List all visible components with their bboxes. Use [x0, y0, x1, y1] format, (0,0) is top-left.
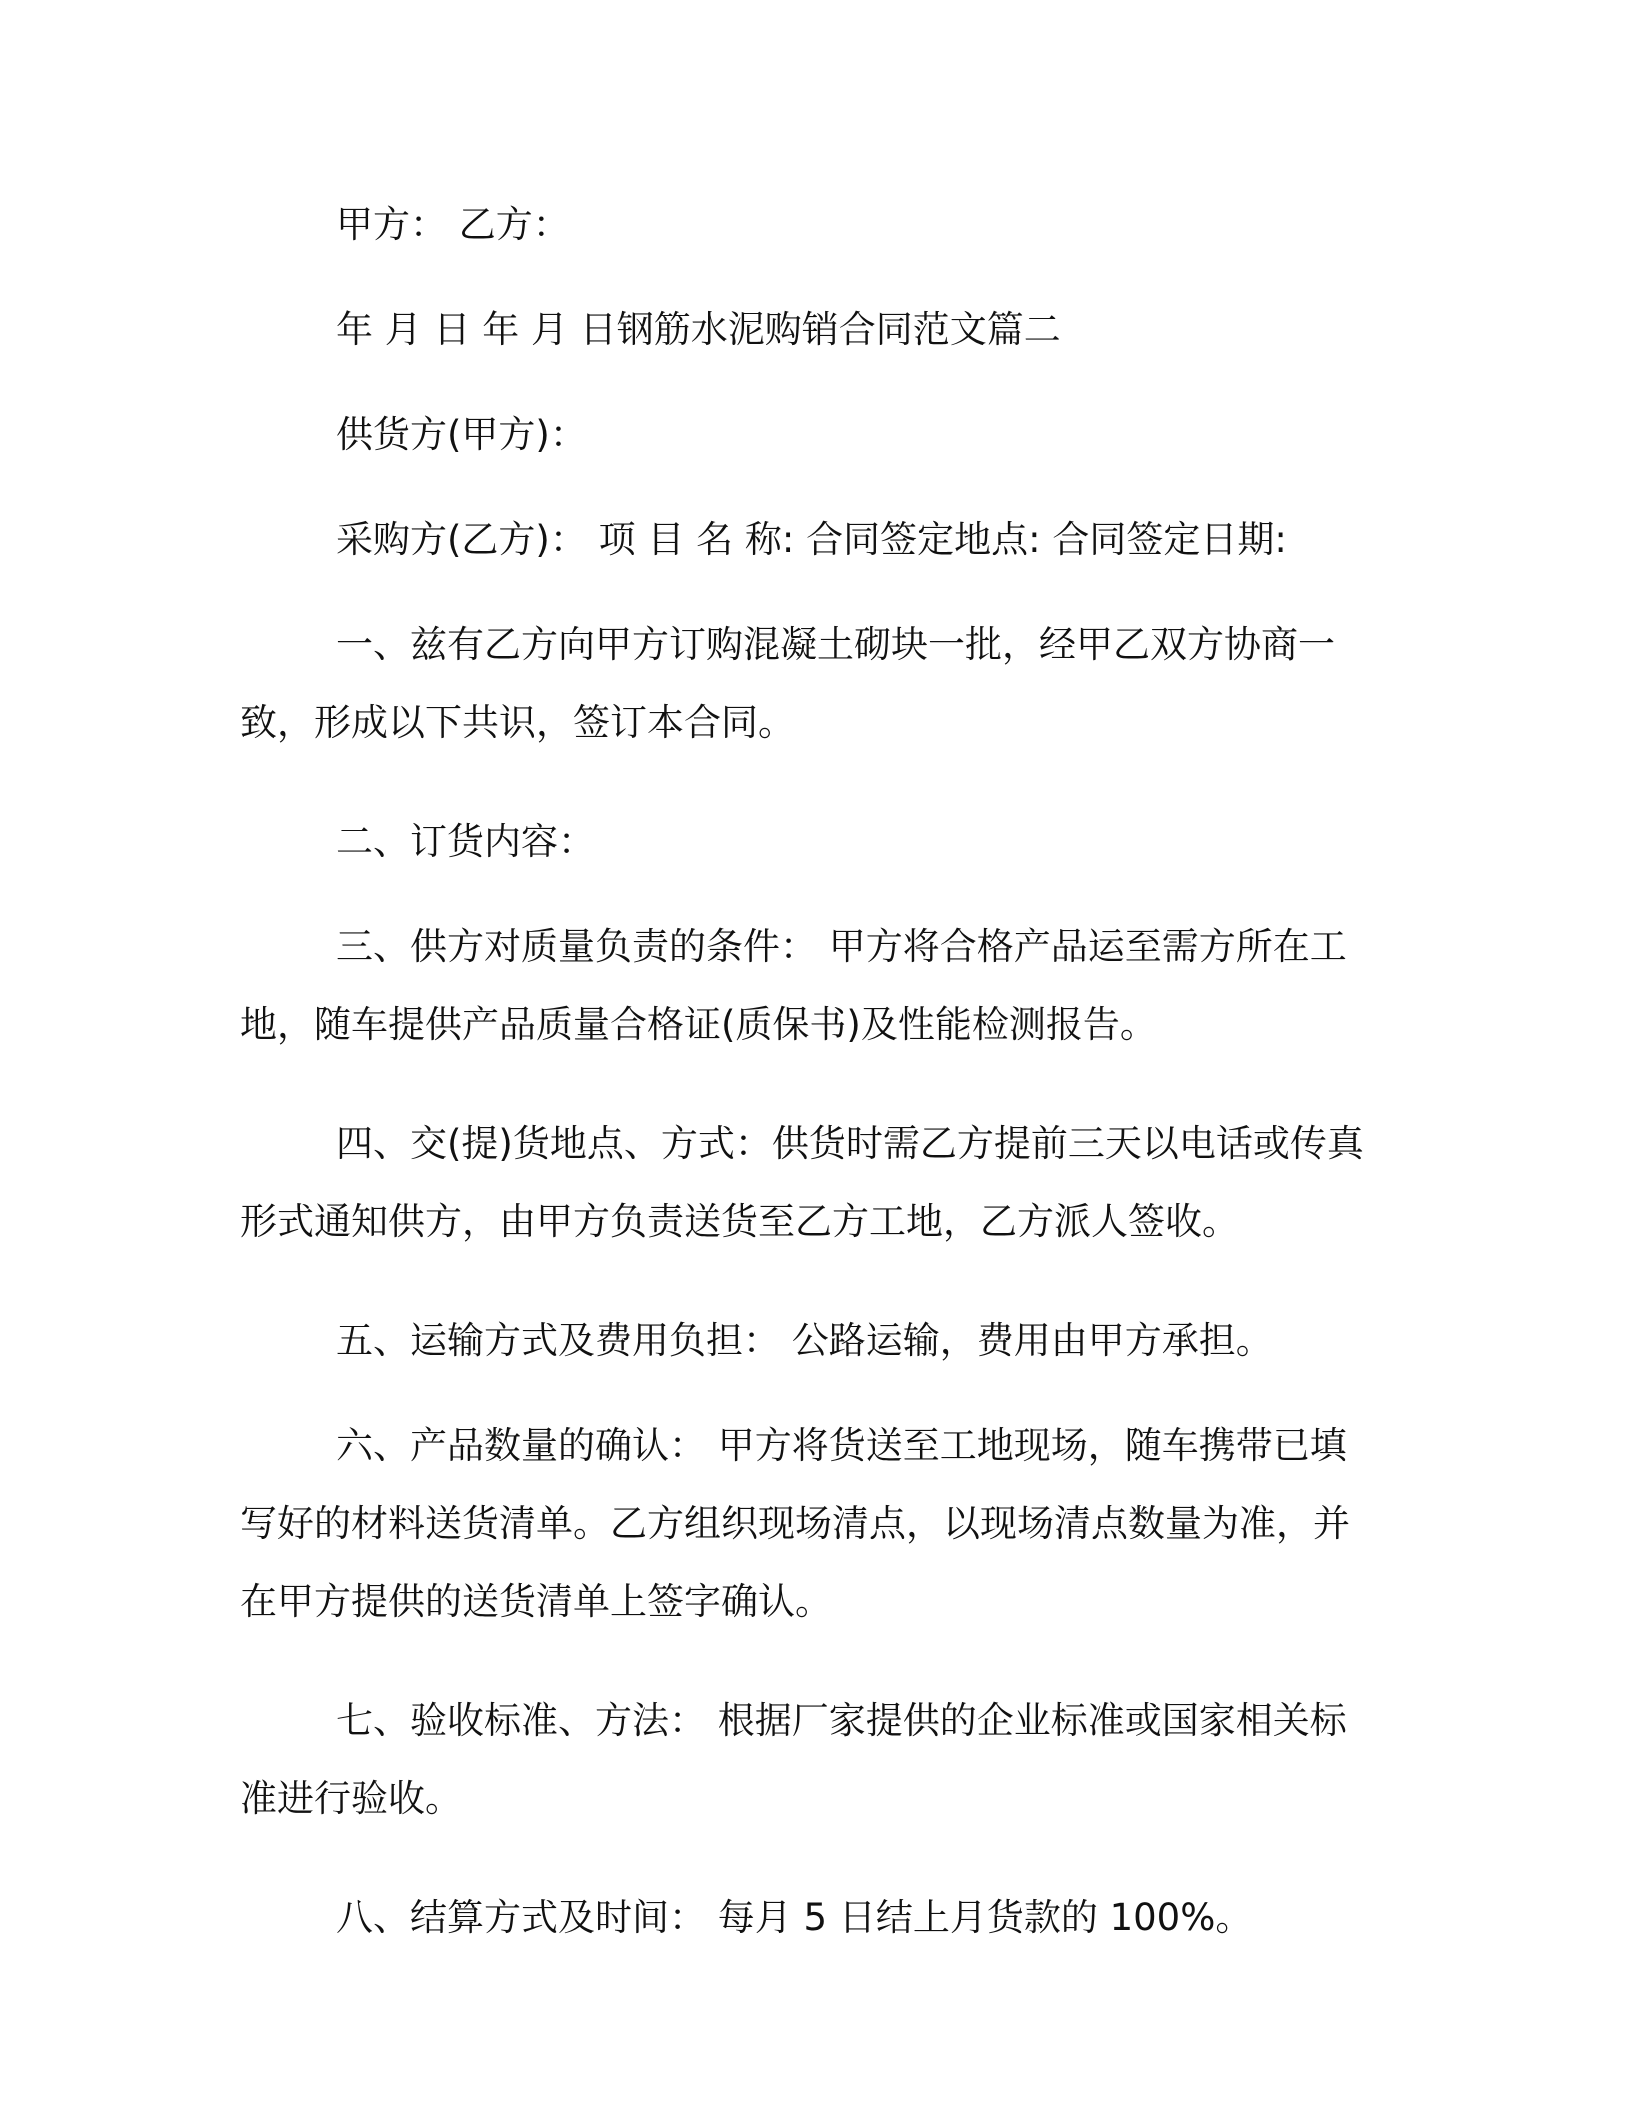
- clause-1: 一、兹有乙方向甲方订购混凝土砌块一批，经甲乙双方协商一致，形成以下共识，签订本合同。: [240, 623, 1335, 744]
- clause-3: 三、供方对质量负责的条件： 甲方将合格产品运至需方所在工地，随车提供产品质量合格证(质保书)及性能检测报告。: [240, 925, 1347, 1046]
- clause-6: 六、产品数量的确认： 甲方将货送至工地现场，随车携带已填写好的材料送货清单。乙方组织现场清点，以现场清点数量为准，并在甲方提供的送货清单上签字确认。: [240, 1424, 1350, 1623]
- clause-7: 七、验收标准、方法： 根据厂家提供的企业标准或国家相关标准进行验收。: [240, 1699, 1347, 1820]
- clause-4: 四、交(提)货地点、方式：供货时需乙方提前三天以电话或传真形式通知供方，由甲方负责送货至乙方工地，乙方派人签收。: [240, 1122, 1364, 1243]
- supplier-line: 供货方(甲方)：: [336, 413, 587, 456]
- date-and-title-line: 年 月 日 年 月 日钢筋水泥购销合同范文篇二: [336, 308, 1061, 351]
- parties-line: 甲方： 乙方：: [336, 203, 570, 246]
- clause-2: 二、订货内容：: [336, 820, 595, 863]
- contract-body: [240, 186, 1382, 1984]
- clause-8: 八、结算方式及时间： 每月 5 日结上月货款的 100%。: [336, 1896, 1253, 1939]
- purchaser-line: 采购方(乙方)： 项 目 名 称: 合同签定地点: 合同签定日期:: [336, 518, 1287, 561]
- clause-5: 五、运输方式及费用负担： 公路运输，费用由甲方承担。: [336, 1319, 1273, 1362]
